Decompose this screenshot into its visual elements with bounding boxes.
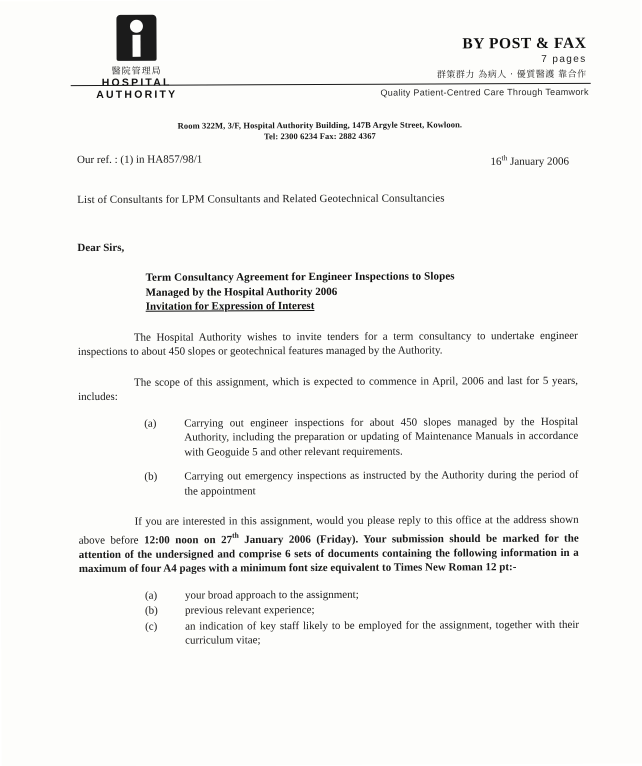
chinese-slogan: 群策群力 為病人 ‧ 優質醫護 靠合作 <box>436 69 587 81</box>
letter-title-line-2: Managed by the Hospital Authority 2006 <box>145 285 338 299</box>
letter-title <box>146 269 578 314</box>
logo-english-name-line1: HOSPITAL <box>101 76 172 89</box>
tagline: Quality Patient-Centred Care Through Teamwork <box>380 86 589 98</box>
list-item-marker: (b) <box>144 604 158 617</box>
scope-list <box>144 414 578 498</box>
page-count: 7 pages <box>541 53 587 66</box>
delivery-method-block <box>266 35 586 81</box>
paragraph-submission <box>79 513 579 577</box>
letter-title-line-3: Invitation for Expression of Interest <box>145 300 315 313</box>
logo-chinese-name: 醫院管理局 <box>111 66 162 77</box>
letter-date <box>490 151 569 169</box>
submission-deadline: 12:00 noon on 27 <box>144 533 233 546</box>
hospital-authority-logo-icon <box>116 15 156 61</box>
paragraph-scope-lead: The scope of this assignment, which is expected to commence in April, 2006 and last for 5 years, includes: <box>78 374 579 404</box>
distribution-subject: List of Consultants for LPM Consultants and Related Geotechnical Consultancies <box>77 192 445 207</box>
delivery-method-title: BY POST & FAX <box>462 34 587 53</box>
letter-title-line-1: Term Consultancy Agreement for Engineer Inspections to Slopes <box>145 270 455 284</box>
submission-deadline-suffix: th <box>232 530 239 540</box>
list-item-text: Carrying out engineer inspections for about 450 slopes managed by the Hospital Authority, including the preparation or updating of Maintenance Manuals in accordance with Geoguide 5 and other relevant requirements. <box>184 415 579 459</box>
date-ordinal-suffix: th <box>501 153 508 163</box>
address-line-1: Room 322M, 3/F, Hospital Authority Building, 147B Argyle Street, Kowloon. <box>177 119 463 131</box>
date-day: 16 <box>490 155 502 168</box>
submission-text-part1: If you are interested in this assignment, would you please reply to this office at the address shown above before <box>78 513 579 547</box>
salutation: Dear Sirs, <box>77 241 125 255</box>
information-list <box>145 587 579 649</box>
list-item-marker: (c) <box>145 620 158 633</box>
list-item-text: an indication of key staff likely to be employed for the assignment, together with their curriculum vitae; <box>185 618 580 647</box>
letterhead <box>0 9 641 104</box>
hospital-authority-logo <box>76 15 196 102</box>
list-item <box>144 468 578 499</box>
list-item-marker: (a) <box>144 589 158 602</box>
list-item-text: previous relevant experience; <box>184 604 315 617</box>
our-reference: Our ref. : (1) in HA857/98/1 <box>77 153 203 167</box>
list-item <box>145 602 579 618</box>
list-item-text: Carrying out emergency inspections as instructed by the Authority during the period of the appointment <box>184 468 579 498</box>
list-item-text: your broad approach to the assignment; <box>184 588 359 602</box>
date-month-year: January 2006 <box>507 155 570 168</box>
list-item-marker: (b) <box>144 470 158 483</box>
logo-english-name-line2: AUTHORITY <box>96 88 178 101</box>
paragraph-intro: The Hospital Authority wishes to invite tenders for a term consultancy to undertake engineer inspections to about 450 slopes or geotechnical features managed by the Authority. <box>77 329 578 359</box>
address-line-2: Tel: 2300 6234 Fax: 2882 4367 <box>263 130 376 142</box>
office-address <box>0 119 641 144</box>
list-item <box>145 587 579 603</box>
submission-text-part2: January 2006 (Friday). Your submission should be marked for the attention of the undersigned and comprise 6 sets of documents containing the following information in a maximum of four A4 pages with a minimum font size equivalent to Times New Roman 12 pt:- <box>78 532 579 576</box>
letter-body <box>77 151 579 650</box>
list-item-marker: (a) <box>144 417 157 430</box>
list-item <box>144 414 578 459</box>
list-item <box>145 618 579 649</box>
reference-row <box>77 151 577 171</box>
